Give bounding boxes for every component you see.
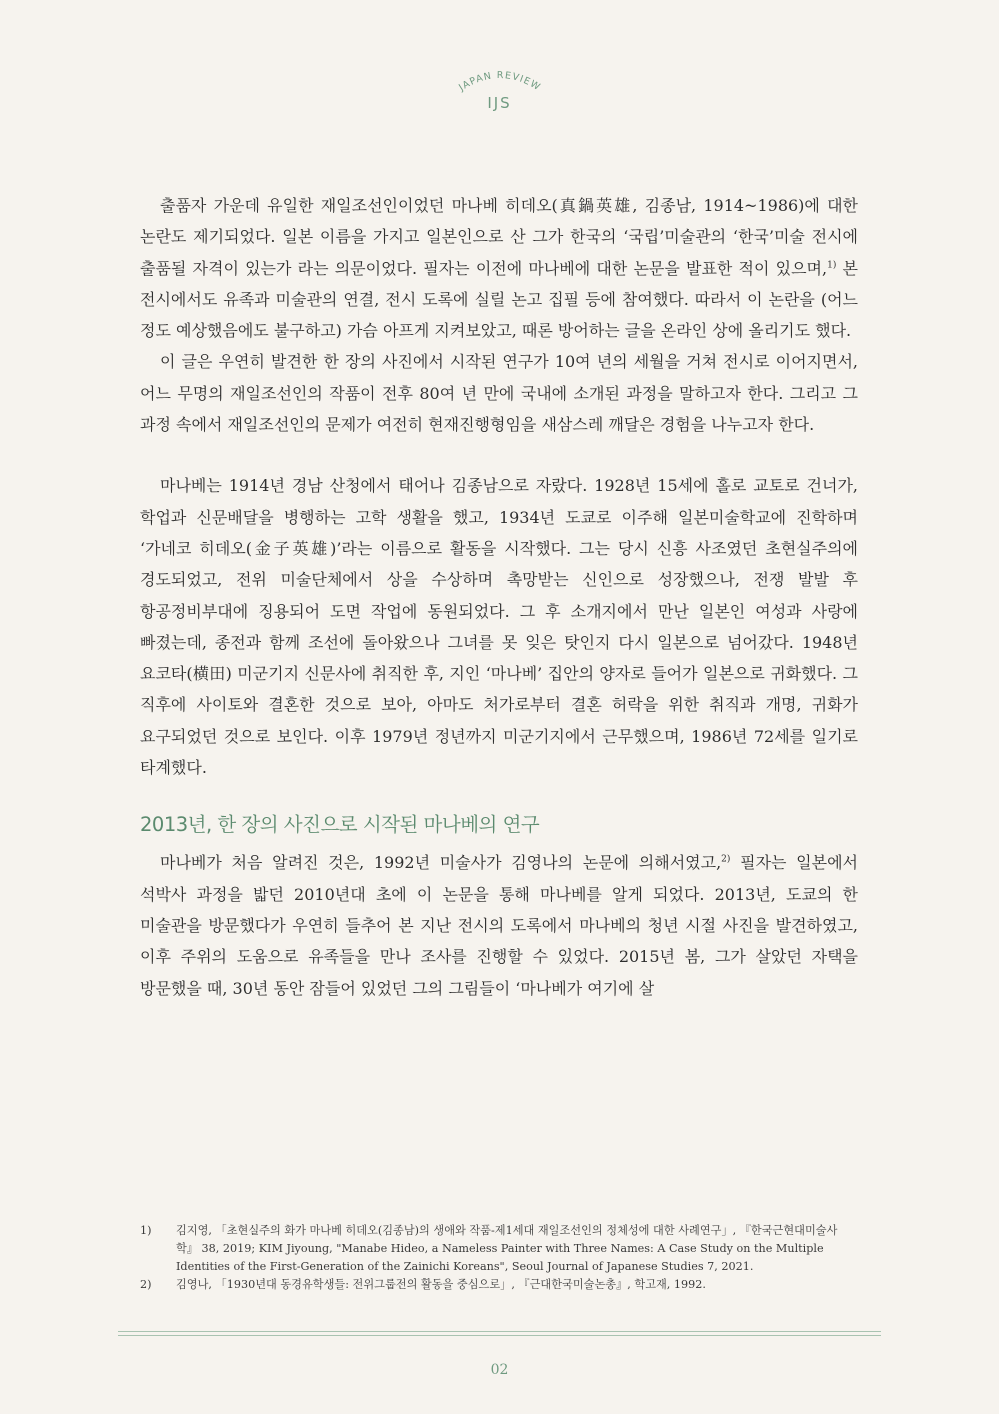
section-spacer bbox=[140, 440, 858, 470]
paragraph-text-continued: 필자는 일본에서 석박사 과정을 밟던 2010년대 초에 이 논문을 통해 마나베를 알게 되었다. 2013년, 도쿄의 한 미술관을 방문했다가 우연히 들추어 본 지난 전시의 도록에서 마나베의 청년 시절 사진을 발견하였고, 이후 주위의 도움으로 유족들을 만나 조사를 진행할 수 있었다. 2015년 봄, 그가 살았던 자택을 방문했을 때, 30년 동안 잠들어 있었던 그의 그림들이 ‘마나베가 여기에 살 bbox=[140, 853, 858, 998]
footnote-text: 김지영, 「초현실주의 화가 마나베 히데오(김종남)의 생애와 작품-제1세대 재일조선인의 정체성에 대한 사례연구」, 『한국근현대미술사학』 38, 2019; KIM Jiyoung, "Manabe Hideo, a Nameless Painter with Three Names: A Case Study on the Multiple Identities of the First-Generation of the Zainichi Koreans", Seoul Journal of Japanese Studies 7, 2021. bbox=[176, 1224, 838, 1273]
body-paragraph-1 bbox=[140, 190, 858, 346]
body-paragraph-3: 마나베는 1914년 경남 산청에서 태어나 김종남으로 자랐다. 1928년 15세에 홀로 교토로 건너가, 학업과 신문배달을 병행하는 고학 생활을 했고, 1934년 도쿄로 이주해 일본미술학교에 진학하며 ‘가네코 히데오(金子英雄)’라는 이름으로 활동을 시작했다. 그는 당시 신흥 사조였던 초현실주의에 경도되었고, 전위 미술단체에서 상을 수상하며 촉망받는 신인으로 성장했으나, 전쟁 발발 후 항공정비부대에 징용되어 도면 작업에 동원되었다. 그 후 소개지에서 만난 일본인 여성과 사랑에 빠졌는데, 종전과 함께 조선에 돌아왔으나 그녀를 못 잊은 탓인지 다시 일본으로 넘어갔다. 1948년 요코타(横田) 미군기지 신문사에 취직한 후, 지인 ‘마나베’ 집안의 양자로 들어가 일본으로 귀화했다. 그 직후에 사이토와 결혼한 것으로 보아, 아마도 처가로부터 결혼 허락을 위한 취직과 개명, 귀화가 요구되었던 것으로 보인다. 이후 1979년 정년까지 미군기지에서 근무했으며, 1986년 72세를 일기로 타계했다. bbox=[140, 476, 858, 778]
footer-rule-bottom bbox=[118, 1335, 881, 1336]
footnotes bbox=[140, 1222, 858, 1294]
paragraph-text: 마나베가 처음 알려진 것은, 1992년 미술사가 김영나의 논문에 의해서였고, bbox=[160, 853, 722, 873]
journal-name-arc-text: JAPAN REVIEW bbox=[456, 69, 543, 94]
svg-text:JAPAN REVIEW bbox=[456, 70, 543, 94]
journal-logo bbox=[0, 56, 999, 112]
body-paragraph-4 bbox=[140, 847, 858, 1003]
footnote-ref-2[interactable]: 2) bbox=[721, 855, 731, 866]
footnote-1 bbox=[140, 1222, 858, 1276]
paragraph-text: 출품자 가운데 유일한 재일조선인이었던 마나베 히데오(真鍋英雄, 김종남, 1914~1986)에 대한 논란도 제기되었다. 일본 이름을 가지고 일본인으로 산 그가 한국의 ‘국립’미술관의 ‘한국’미술 전시에 출품될 자격이 있는가 라는 의문이었다. 필자는 이전에 마나베에 대한 논문을 발표한 적이 있으며, bbox=[140, 196, 858, 278]
paragraph-text-continued: 본 전시에서도 유족과 미술관의 연결, 전시 도록에 실릴 논고 집필 등에 참여했다. 따라서 이 논란을 (어느 정도 예상했음에도 불구하고) 가슴 아프게 지켜보았고, 때론 방어하는 글을 온라인 상에 올리기도 했다. bbox=[140, 258, 858, 341]
footnote-2 bbox=[140, 1276, 858, 1294]
footer-rule-top bbox=[118, 1331, 881, 1332]
section-heading: 2013년, 한 장의 사진으로 시작된 마나베의 연구 bbox=[140, 813, 540, 837]
page-number: 02 bbox=[490, 1362, 509, 1378]
body-paragraph-2: 이 글은 우연히 발견한 한 장의 사진에서 시작된 연구가 10여 년의 세월을 거쳐 전시로 이어지면서, 어느 무명의 재일조선인의 작품이 전후 80여 년 만에 국내에 소개된 과정을 말하고자 한다. 그리고 그 과정 속에서 재일조선인의 문제가 여전히 현재진행형임을 새삼스레 깨달은 경험을 나누고자 한다. bbox=[140, 352, 858, 435]
footnote-ref-1[interactable]: 1) bbox=[827, 260, 837, 271]
footnote-text: 김영나, 「1930년대 동경유학생들: 전위그룹전의 활동을 중심으로」, 『근대한국미술논총』, 학고재, 1992. bbox=[176, 1278, 706, 1291]
journal-abbreviation: IJS bbox=[487, 94, 512, 112]
footnote-number: 2) bbox=[140, 1278, 152, 1291]
article-body bbox=[140, 190, 858, 1004]
footnote-number: 1) bbox=[140, 1224, 152, 1237]
